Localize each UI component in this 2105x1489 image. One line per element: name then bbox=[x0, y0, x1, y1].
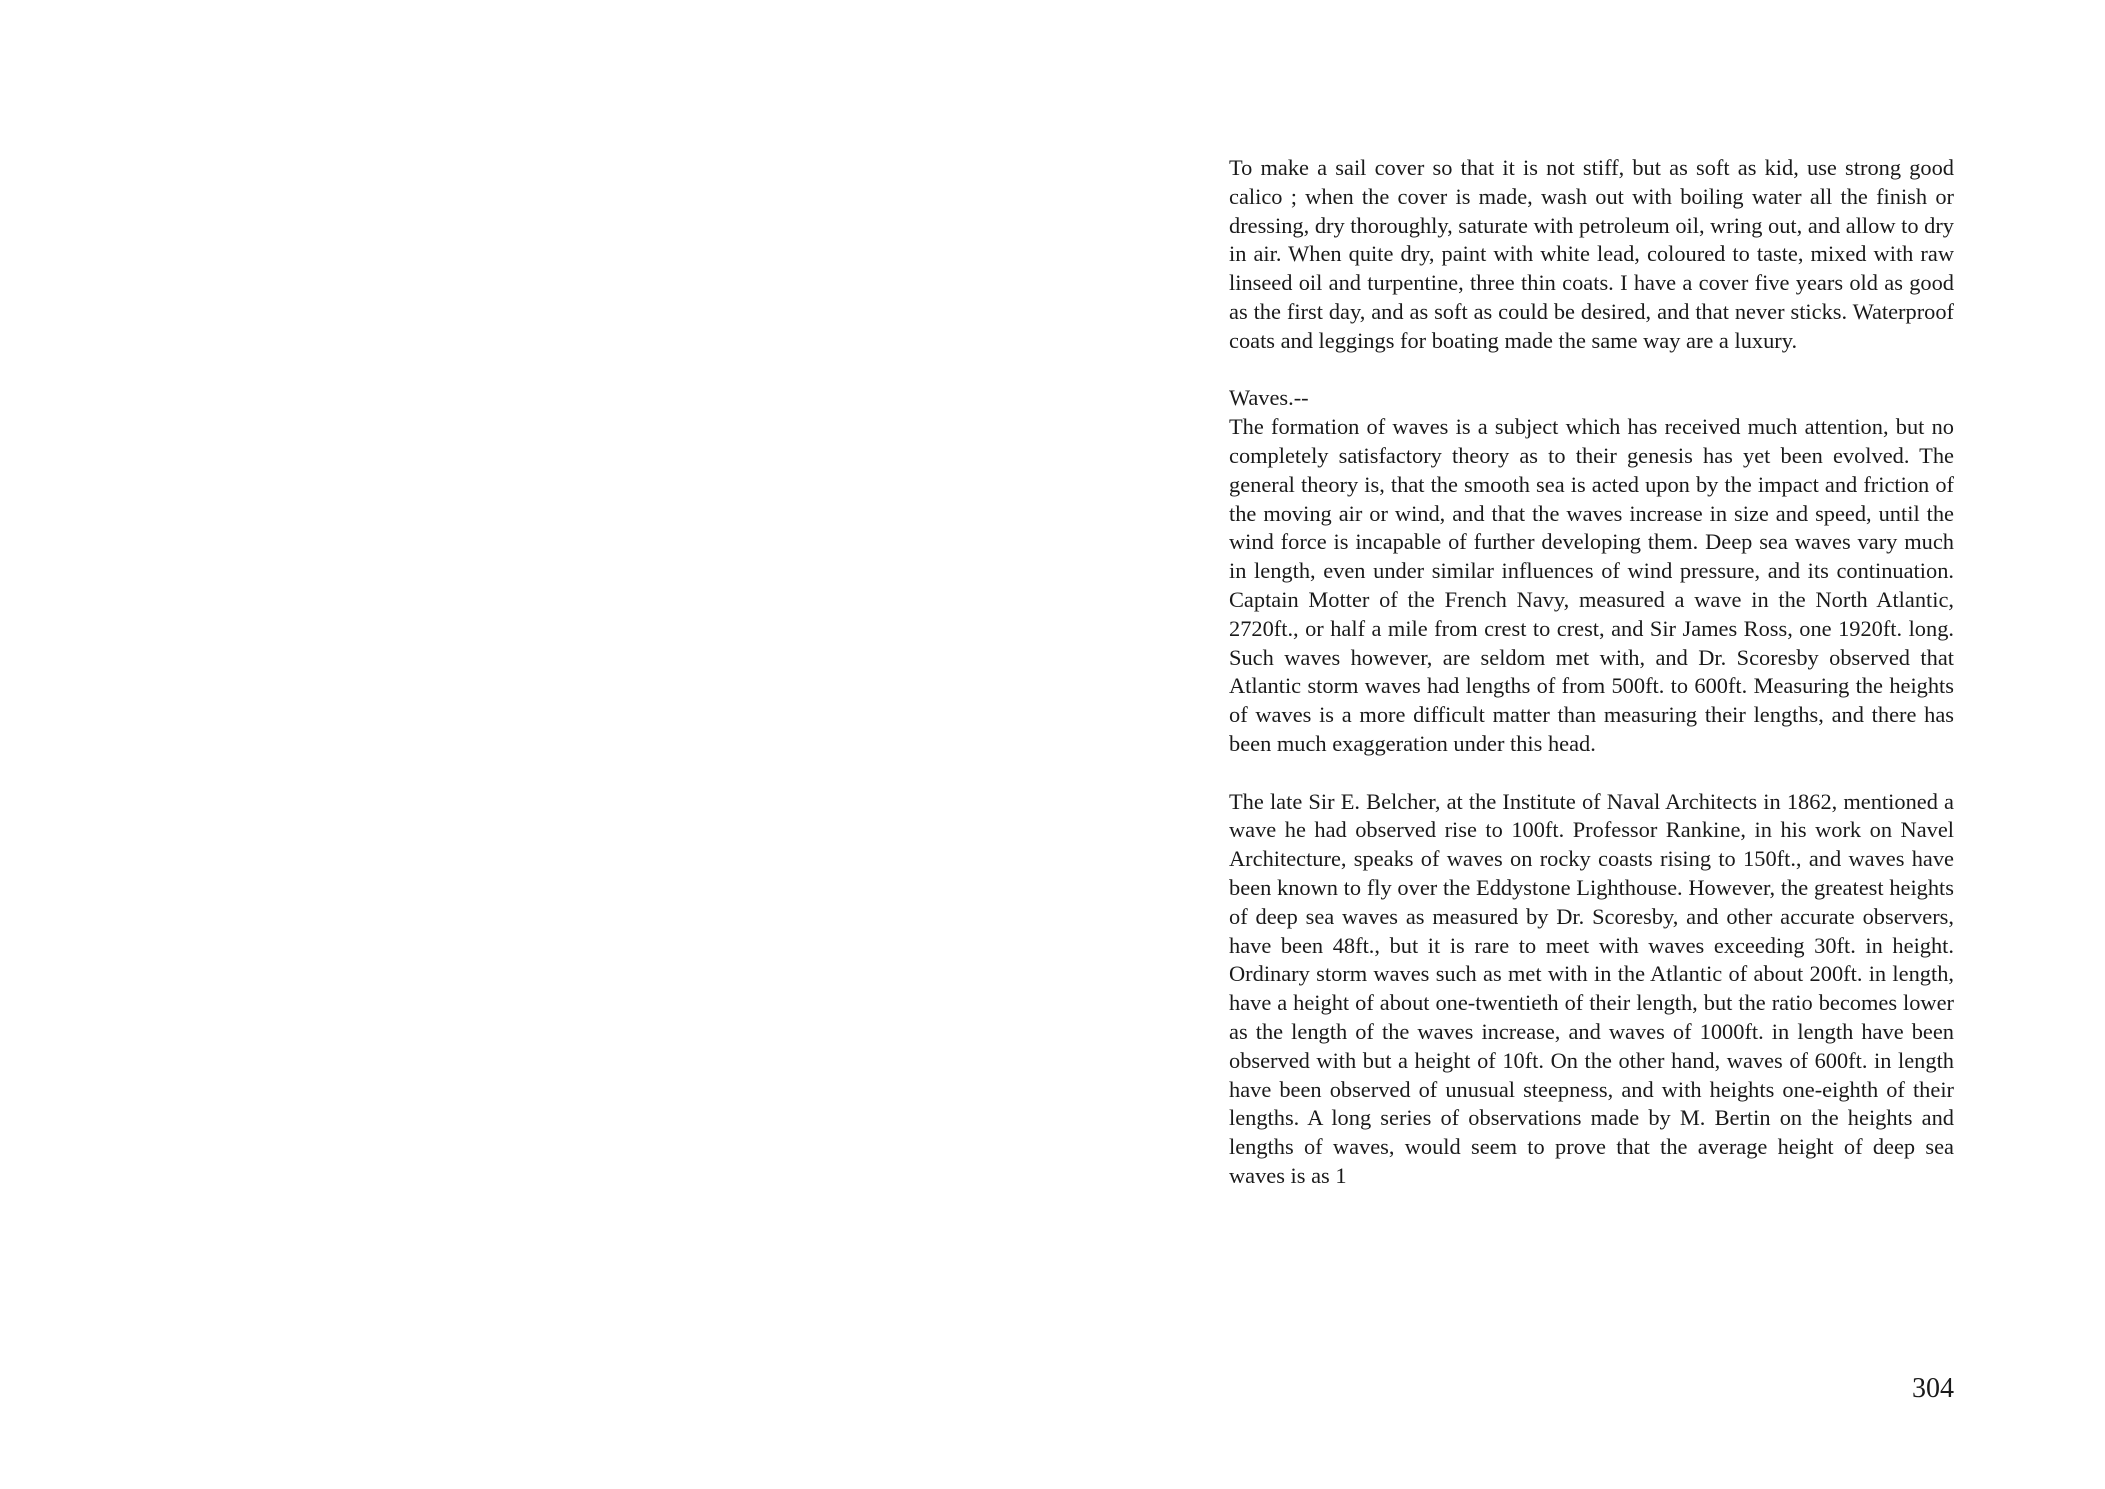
paragraph-sail-cover: To make a sail cover so that it is not stiff, but as soft as kid, use strong good calico ; when the cover is made, wash out with boiling water all the finish or dressing, dry thoroughly, saturate with petroleum oil, wring out, and allow to dry in air. When quite dry, paint with white lead, coloured to taste, mixed with raw linseed oil and turpentine, three thin coats. I have a cover five years old as good as the first day, and as soft as could be desired, and that never sticks. Waterproof coats and leggings for boating made the same way are a luxury. bbox=[1229, 155, 1954, 353]
page-number: 304 bbox=[1912, 1373, 1954, 1404]
paragraph-wave-formation: The formation of waves is a subject which has received much attention, but no completely satisfactory theory as to their genesis has yet been evolved. The general theory is, that the smooth sea is acted upon by the impact and friction of the moving air or wind, and that the waves increase in size and speed, until the wind force is incapable of further developing them. Deep sea waves vary much in length, even under similar influences of wind pressure, and its continuation. Captain Motter of the French Navy, measured a wave in the North Atlantic, 2720ft., or half a mile from crest to crest, and Sir James Ross, one 1920ft. long. Such waves however, are seldom met with, and Dr. Scoresby observed that Atlantic storm waves had lengths of from 500ft. to 600ft. Measuring the heights of waves is a more difficult matter than measuring their lengths, and there has been much exaggeration under this head. bbox=[1229, 414, 1954, 756]
paragraph-wave-heights: The late Sir E. Belcher, at the Institute of Naval Architects in 1862, mentioned a wave he had observed rise to 100ft. Professor Rankine, in his work on Navel Architecture, speaks of waves on rocky coasts rising to 150ft., and waves have been known to fly over the Eddystone Lighthouse. However, the greatest heights of deep sea waves as measured by Dr. Scoresby, and other accurate observers, have been 48ft., but it is rare to meet with waves exceeding 30ft. in height. Ordinary storm waves such as met with in the Atlantic of about 200ft. in length, have a height of about one-twentieth of their length, but the ratio becomes lower as the length of the waves increase, and waves of 1000ft. in length have been observed with but a height of 10ft. On the other hand, waves of 600ft. in length have been observed of unusual steepness, and with heights one-eighth of their lengths. A long series of observations made by M. Bertin on the heights and lengths of waves, would seem to prove that the average height of deep sea waves is as 1 bbox=[1229, 788, 1954, 1188]
text-column bbox=[1229, 154, 1954, 1191]
section-heading-waves: Waves.-- bbox=[1229, 385, 1309, 411]
